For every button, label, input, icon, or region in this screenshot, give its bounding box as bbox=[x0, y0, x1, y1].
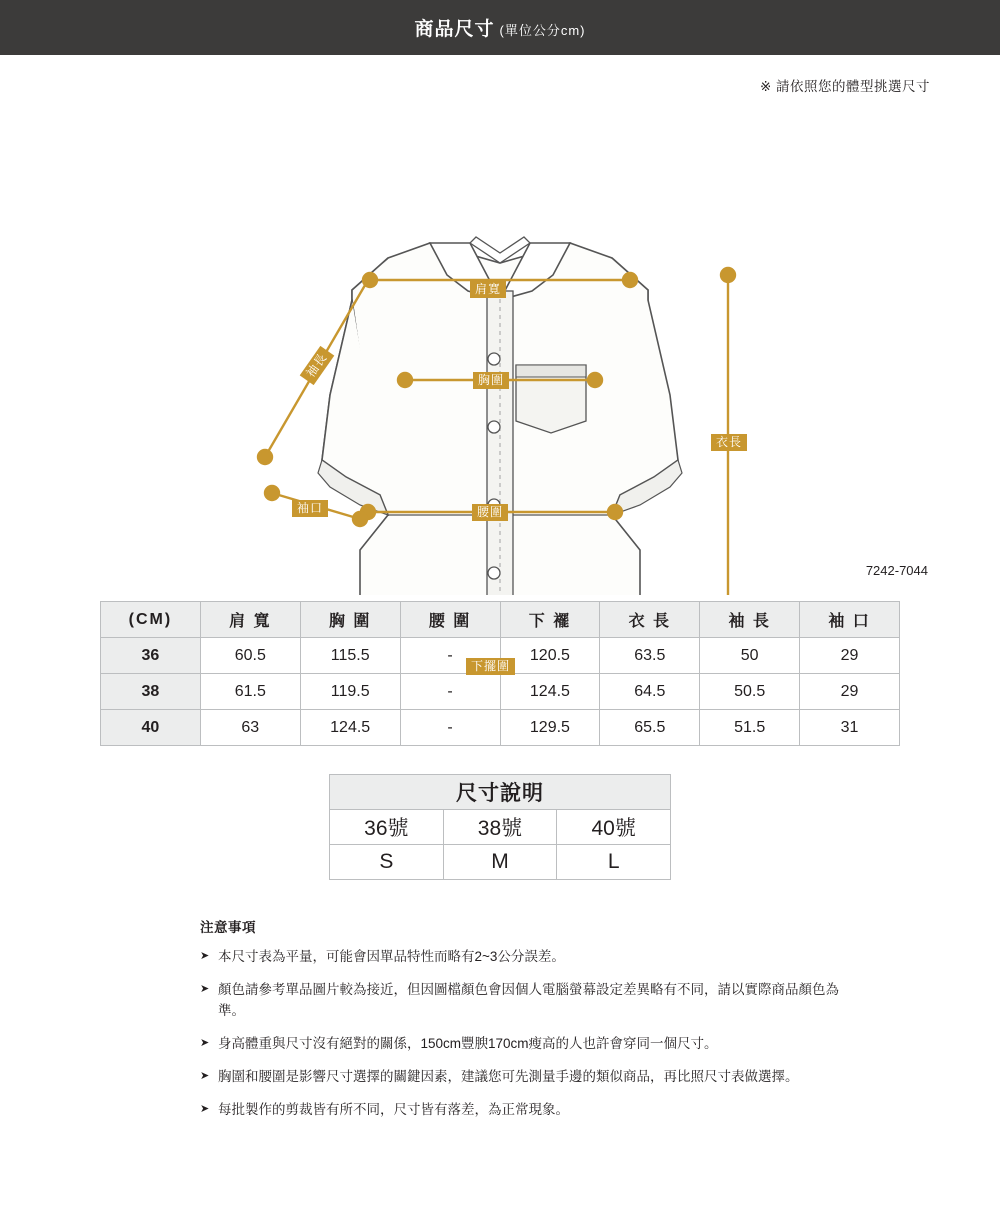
table-header-cell: 衣 長 bbox=[600, 602, 700, 638]
note-item bbox=[200, 1067, 840, 1088]
table-cell: 51.5 bbox=[700, 710, 800, 746]
table-cell: 60.5 bbox=[200, 638, 300, 674]
table-cell: 124.5 bbox=[300, 710, 400, 746]
dim-label-waist: 腰圍 bbox=[472, 504, 508, 521]
dim-label-shoulder: 肩寬 bbox=[470, 281, 506, 298]
table-cell: 64.5 bbox=[600, 674, 700, 710]
table-header-cell: 腰 圍 bbox=[400, 602, 500, 638]
legend-size-cell: 36號 bbox=[330, 810, 444, 845]
note-item bbox=[200, 947, 840, 968]
page-title-unit: (單位公分cm) bbox=[499, 23, 586, 38]
product-code: 7242-7044 bbox=[865, 563, 928, 578]
notes-title: 注意事項 bbox=[200, 920, 256, 935]
bullet-icon: ➤ bbox=[200, 949, 210, 962]
legend-letter-cell: S bbox=[330, 845, 444, 880]
bullet-icon: ➤ bbox=[200, 1102, 210, 1115]
table-row bbox=[101, 674, 900, 710]
bullet-icon: ➤ bbox=[200, 1036, 210, 1049]
legend-size-cell: 38號 bbox=[443, 810, 557, 845]
table-cell: 36 bbox=[101, 638, 201, 674]
legend-size-row bbox=[330, 810, 671, 845]
dim-label-sleeve-length: 袖長 bbox=[300, 346, 335, 385]
dim-label-cuff: 袖口 bbox=[292, 500, 328, 517]
table-header-cell: 袖 口 bbox=[800, 602, 900, 638]
table-cell: 29 bbox=[800, 638, 900, 674]
page-title: 商品尺寸 (單位公分cm) bbox=[414, 19, 586, 40]
note-item bbox=[200, 980, 840, 1022]
table-cell: - bbox=[400, 638, 500, 674]
size-legend-table bbox=[329, 774, 671, 880]
legend-title: 尺寸說明 bbox=[330, 775, 671, 810]
table-cell: 115.5 bbox=[300, 638, 400, 674]
notes-section bbox=[200, 918, 840, 1120]
table-header-cell: 胸 圍 bbox=[300, 602, 400, 638]
note-text: 本尺寸表為平量，可能會因單品特性而略有2~3公分誤差。 bbox=[218, 948, 565, 964]
table-cell: 29 bbox=[800, 674, 900, 710]
legend-title-row bbox=[330, 775, 671, 810]
table-cell: 38 bbox=[101, 674, 201, 710]
page-header bbox=[0, 0, 1000, 55]
dim-label-hem: 下擺圍 bbox=[466, 658, 515, 675]
bullet-icon: ➤ bbox=[200, 982, 210, 995]
table-cell: 61.5 bbox=[200, 674, 300, 710]
table-cell: 63.5 bbox=[600, 638, 700, 674]
legend-size-cell: 40號 bbox=[557, 810, 671, 845]
table-header-row bbox=[101, 602, 900, 638]
table-cell: 50.5 bbox=[700, 674, 800, 710]
table-cell: 65.5 bbox=[600, 710, 700, 746]
note-item bbox=[200, 1100, 840, 1121]
table-cell: 129.5 bbox=[500, 710, 600, 746]
legend-letter-cell: L bbox=[557, 845, 671, 880]
note-text: 顏色請參考單品圖片較為接近，但因圖檔顏色會因個人電腦螢幕設定差異略有不同，請以實際商品顏色為準。 bbox=[218, 981, 839, 1018]
table-cell: - bbox=[400, 674, 500, 710]
note-text: 每批製作的剪裁皆有所不同，尺寸皆有落差，為正常現象。 bbox=[218, 1101, 569, 1117]
note-text: 身高體重與尺寸沒有絕對的關係，150cm豐腴170cm瘦高的人也許會穿同一個尺寸。 bbox=[218, 1035, 718, 1051]
table-cell: 40 bbox=[101, 710, 201, 746]
table-row bbox=[101, 710, 900, 746]
table-header-cell: 下 襬 bbox=[500, 602, 600, 638]
table-cell: 50 bbox=[700, 638, 800, 674]
table-header-cell: 袖 長 bbox=[700, 602, 800, 638]
table-header-cell: (CM) bbox=[101, 602, 201, 638]
table-cell: 31 bbox=[800, 710, 900, 746]
table-header-cell: 肩 寬 bbox=[200, 602, 300, 638]
table-cell: - bbox=[400, 710, 500, 746]
dim-label-length: 衣長 bbox=[711, 434, 747, 451]
table-cell: 120.5 bbox=[500, 638, 600, 674]
legend-letter-cell: M bbox=[443, 845, 557, 880]
table-cell: 119.5 bbox=[300, 674, 400, 710]
legend-letter-row bbox=[330, 845, 671, 880]
table-cell: 63 bbox=[200, 710, 300, 746]
top-note: ※ 請依照您的體型挑選尺寸 bbox=[759, 79, 930, 94]
note-text: 胸圍和腰圍是影響尺寸選擇的關鍵因素，建議您可先測量手邊的類似商品，再比照尺寸表做選擇。 bbox=[218, 1068, 799, 1084]
note-item bbox=[200, 1034, 840, 1055]
table-cell: 124.5 bbox=[500, 674, 600, 710]
dim-label-bust: 胸圍 bbox=[473, 372, 509, 389]
bullet-icon: ➤ bbox=[200, 1069, 210, 1082]
size-legend-container bbox=[0, 774, 1000, 880]
